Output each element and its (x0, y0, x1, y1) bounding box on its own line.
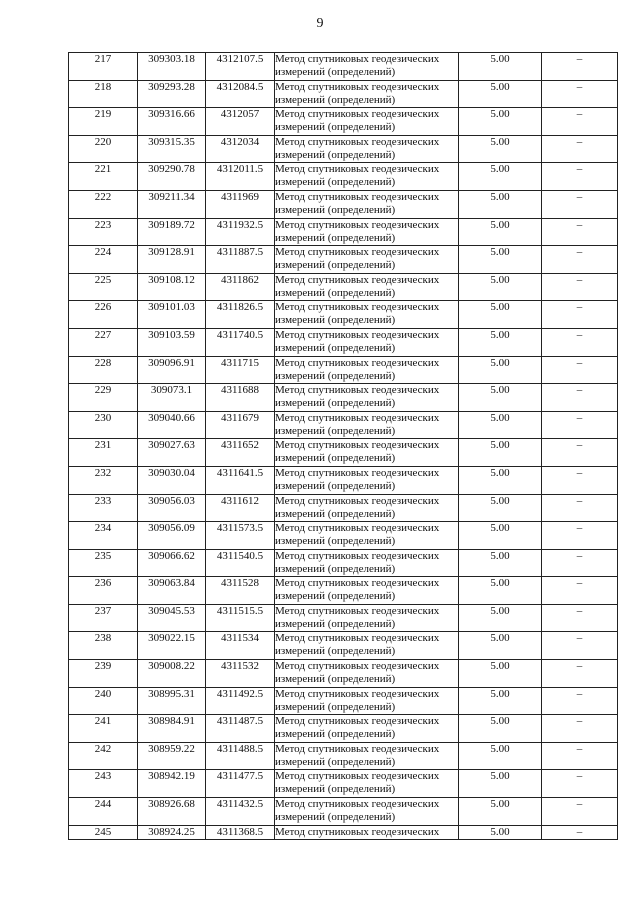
description-cell: – (542, 273, 618, 301)
coordinate-x: 309303.18 (138, 53, 206, 81)
coordinate-y: 4311932.5 (206, 218, 275, 246)
description-cell: – (542, 356, 618, 384)
accuracy-cell: 5.00 (459, 108, 542, 136)
accuracy-cell: 5.00 (459, 356, 542, 384)
coordinate-y: 4311652 (206, 439, 275, 467)
point-number: 244 (69, 798, 138, 826)
coordinate-y: 4311826.5 (206, 301, 275, 329)
coordinate-y: 4311612 (206, 494, 275, 522)
method-cell: Метод спутниковых геодезических измерений (определений) (275, 163, 459, 191)
coordinate-y: 4312107.5 (206, 53, 275, 81)
coordinate-y: 4311573.5 (206, 522, 275, 550)
accuracy-cell: 5.00 (459, 53, 542, 81)
table-row (69, 163, 618, 191)
coordinate-x: 308942.19 (138, 770, 206, 798)
accuracy-cell: 5.00 (459, 328, 542, 356)
table-row (69, 742, 618, 770)
table-row (69, 190, 618, 218)
accuracy-cell: 5.00 (459, 301, 542, 329)
table-row (69, 135, 618, 163)
coordinate-x: 309096.91 (138, 356, 206, 384)
accuracy-cell: 5.00 (459, 522, 542, 550)
description-cell: – (542, 246, 618, 274)
method-cell: Метод спутниковых геодезических измерений (определений) (275, 356, 459, 384)
point-number: 228 (69, 356, 138, 384)
coordinate-x: 309073.1 (138, 384, 206, 412)
method-cell: Метод спутниковых геодезических измерений (определений) (275, 632, 459, 660)
coordinate-x: 309315.35 (138, 135, 206, 163)
description-cell: – (542, 384, 618, 412)
point-number: 234 (69, 522, 138, 550)
description-cell: – (542, 687, 618, 715)
description-cell: – (542, 715, 618, 743)
coordinate-x: 308924.25 (138, 825, 206, 839)
accuracy-cell: 5.00 (459, 798, 542, 826)
accuracy-cell: 5.00 (459, 660, 542, 688)
table-row (69, 660, 618, 688)
coordinate-x: 309063.84 (138, 577, 206, 605)
accuracy-cell: 5.00 (459, 770, 542, 798)
accuracy-cell: 5.00 (459, 273, 542, 301)
table-row (69, 439, 618, 467)
coordinate-x: 309040.66 (138, 411, 206, 439)
coordinate-x: 309128.91 (138, 246, 206, 274)
coordinate-y: 4311532 (206, 660, 275, 688)
coordinate-x: 309290.78 (138, 163, 206, 191)
point-number: 241 (69, 715, 138, 743)
description-cell: – (542, 53, 618, 81)
coordinate-y: 4312011.5 (206, 163, 275, 191)
coordinate-y: 4311679 (206, 411, 275, 439)
coordinate-y: 4311534 (206, 632, 275, 660)
method-cell: Метод спутниковых геодезических измерений (определений) (275, 604, 459, 632)
point-number: 231 (69, 439, 138, 467)
coordinate-y: 4311492.5 (206, 687, 275, 715)
table-row (69, 604, 618, 632)
accuracy-cell: 5.00 (459, 687, 542, 715)
description-cell: – (542, 549, 618, 577)
description-cell: – (542, 522, 618, 550)
point-number: 227 (69, 328, 138, 356)
method-cell: Метод спутниковых геодезических измерений (определений) (275, 522, 459, 550)
table-row (69, 301, 618, 329)
table-row (69, 687, 618, 715)
coordinate-y: 4311887.5 (206, 246, 275, 274)
accuracy-cell: 5.00 (459, 163, 542, 191)
description-cell: – (542, 80, 618, 108)
coordinate-y: 4311477.5 (206, 770, 275, 798)
point-number: 217 (69, 53, 138, 81)
coordinate-x: 309108.12 (138, 273, 206, 301)
table-row (69, 53, 618, 81)
description-cell: – (542, 466, 618, 494)
method-cell: Метод спутниковых геодезических измерений (определений) (275, 80, 459, 108)
description-cell: – (542, 108, 618, 136)
description-cell: – (542, 163, 618, 191)
table-body (69, 53, 618, 840)
description-cell: – (542, 660, 618, 688)
point-number: 226 (69, 301, 138, 329)
coordinate-x: 309056.03 (138, 494, 206, 522)
table-row (69, 218, 618, 246)
coordinate-y: 4311528 (206, 577, 275, 605)
description-cell: – (542, 301, 618, 329)
point-number: 220 (69, 135, 138, 163)
point-number: 237 (69, 604, 138, 632)
method-cell: Метод спутниковых геодезических измерений (определений) (275, 742, 459, 770)
coordinate-x: 309027.63 (138, 439, 206, 467)
point-number: 218 (69, 80, 138, 108)
table-row (69, 798, 618, 826)
coordinate-x: 309316.66 (138, 108, 206, 136)
point-number: 230 (69, 411, 138, 439)
table-row (69, 632, 618, 660)
coordinate-x: 309066.62 (138, 549, 206, 577)
description-cell: – (542, 190, 618, 218)
point-number: 232 (69, 466, 138, 494)
accuracy-cell: 5.00 (459, 384, 542, 412)
coordinate-y: 4311487.5 (206, 715, 275, 743)
coordinate-y: 4312034 (206, 135, 275, 163)
coordinate-x: 309101.03 (138, 301, 206, 329)
method-cell: Метод спутниковых геодезических измерений (определений) (275, 439, 459, 467)
accuracy-cell: 5.00 (459, 439, 542, 467)
description-cell: – (542, 411, 618, 439)
method-cell: Метод спутниковых геодезических измерений (определений) (275, 218, 459, 246)
point-number: 239 (69, 660, 138, 688)
coordinate-x: 308926.68 (138, 798, 206, 826)
method-cell: Метод спутниковых геодезических измерений (определений) (275, 53, 459, 81)
method-cell: Метод спутниковых геодезических измерений (определений) (275, 384, 459, 412)
method-cell: Метод спутниковых геодезических измерений (определений) (275, 411, 459, 439)
coordinate-x: 309211.34 (138, 190, 206, 218)
coordinate-x: 309030.04 (138, 466, 206, 494)
coordinate-x: 308959.22 (138, 742, 206, 770)
point-number: 219 (69, 108, 138, 136)
table-row (69, 494, 618, 522)
coordinate-y: 4311969 (206, 190, 275, 218)
description-cell: – (542, 604, 618, 632)
coordinate-x: 309103.59 (138, 328, 206, 356)
table-row (69, 549, 618, 577)
description-cell: – (542, 770, 618, 798)
coordinate-y: 4311515.5 (206, 604, 275, 632)
method-cell: Метод спутниковых геодезических измерений (определений) (275, 715, 459, 743)
accuracy-cell: 5.00 (459, 715, 542, 743)
description-cell: – (542, 494, 618, 522)
point-number: 225 (69, 273, 138, 301)
table-row (69, 328, 618, 356)
method-cell: Метод спутниковых геодезических измерений (определений) (275, 549, 459, 577)
point-number: 223 (69, 218, 138, 246)
coordinate-y: 4311368.5 (206, 825, 275, 839)
description-cell: – (542, 135, 618, 163)
accuracy-cell: 5.00 (459, 411, 542, 439)
method-cell: Метод спутниковых геодезических измерений (определений) (275, 660, 459, 688)
table-row (69, 522, 618, 550)
accuracy-cell: 5.00 (459, 604, 542, 632)
description-cell: – (542, 577, 618, 605)
coordinate-x: 309189.72 (138, 218, 206, 246)
point-number: 224 (69, 246, 138, 274)
table-row (69, 825, 618, 839)
coordinate-y: 4312057 (206, 108, 275, 136)
method-cell: Метод спутниковых геодезических измерений (определений) (275, 190, 459, 218)
coordinate-x: 309056.09 (138, 522, 206, 550)
coordinate-y: 4311432.5 (206, 798, 275, 826)
coordinate-x: 309045.53 (138, 604, 206, 632)
point-number: 238 (69, 632, 138, 660)
description-cell: – (542, 742, 618, 770)
table-row (69, 715, 618, 743)
accuracy-cell: 5.00 (459, 825, 542, 839)
method-cell: Метод спутниковых геодезических измерений (определений) (275, 301, 459, 329)
accuracy-cell: 5.00 (459, 742, 542, 770)
table-row (69, 108, 618, 136)
accuracy-cell: 5.00 (459, 218, 542, 246)
method-cell: Метод спутниковых геодезических (275, 825, 459, 839)
coordinate-y: 4311688 (206, 384, 275, 412)
description-cell: – (542, 328, 618, 356)
coordinate-x: 309008.22 (138, 660, 206, 688)
accuracy-cell: 5.00 (459, 466, 542, 494)
coordinate-x: 308984.91 (138, 715, 206, 743)
point-number: 243 (69, 770, 138, 798)
coordinate-y: 4311488.5 (206, 742, 275, 770)
description-cell: – (542, 825, 618, 839)
table-row (69, 80, 618, 108)
method-cell: Метод спутниковых геодезических измерений (определений) (275, 687, 459, 715)
accuracy-cell: 5.00 (459, 80, 542, 108)
method-cell: Метод спутниковых геодезических измерений (определений) (275, 135, 459, 163)
point-number: 233 (69, 494, 138, 522)
coordinates-table (68, 52, 618, 840)
coordinate-y: 4311641.5 (206, 466, 275, 494)
table-row (69, 246, 618, 274)
description-cell: – (542, 632, 618, 660)
method-cell: Метод спутниковых геодезических измерений (определений) (275, 246, 459, 274)
method-cell: Метод спутниковых геодезических измерений (определений) (275, 466, 459, 494)
method-cell: Метод спутниковых геодезических измерений (определений) (275, 273, 459, 301)
table-row (69, 466, 618, 494)
coordinate-y: 4311540.5 (206, 549, 275, 577)
accuracy-cell: 5.00 (459, 190, 542, 218)
table-row (69, 577, 618, 605)
coordinate-x: 308995.31 (138, 687, 206, 715)
point-number: 235 (69, 549, 138, 577)
accuracy-cell: 5.00 (459, 549, 542, 577)
method-cell: Метод спутниковых геодезических измерений (определений) (275, 494, 459, 522)
method-cell: Метод спутниковых геодезических измерений (определений) (275, 577, 459, 605)
method-cell: Метод спутниковых геодезических измерений (определений) (275, 108, 459, 136)
point-number: 236 (69, 577, 138, 605)
coordinate-y: 4311862 (206, 273, 275, 301)
accuracy-cell: 5.00 (459, 632, 542, 660)
table-row (69, 384, 618, 412)
coordinate-y: 4312084.5 (206, 80, 275, 108)
point-number: 240 (69, 687, 138, 715)
accuracy-cell: 5.00 (459, 246, 542, 274)
description-cell: – (542, 798, 618, 826)
table-row (69, 356, 618, 384)
method-cell: Метод спутниковых геодезических измерений (определений) (275, 770, 459, 798)
point-number: 245 (69, 825, 138, 839)
point-number: 222 (69, 190, 138, 218)
table-row (69, 273, 618, 301)
point-number: 229 (69, 384, 138, 412)
point-number: 242 (69, 742, 138, 770)
coordinate-x: 309293.28 (138, 80, 206, 108)
description-cell: – (542, 439, 618, 467)
accuracy-cell: 5.00 (459, 135, 542, 163)
description-cell: – (542, 218, 618, 246)
method-cell: Метод спутниковых геодезических измерений (определений) (275, 328, 459, 356)
coordinate-x: 309022.15 (138, 632, 206, 660)
table-row (69, 770, 618, 798)
table-row (69, 411, 618, 439)
point-number: 221 (69, 163, 138, 191)
accuracy-cell: 5.00 (459, 577, 542, 605)
coordinate-y: 4311740.5 (206, 328, 275, 356)
method-cell: Метод спутниковых геодезических измерений (определений) (275, 798, 459, 826)
accuracy-cell: 5.00 (459, 494, 542, 522)
coordinate-y: 4311715 (206, 356, 275, 384)
page-number: 9 (316, 16, 324, 31)
